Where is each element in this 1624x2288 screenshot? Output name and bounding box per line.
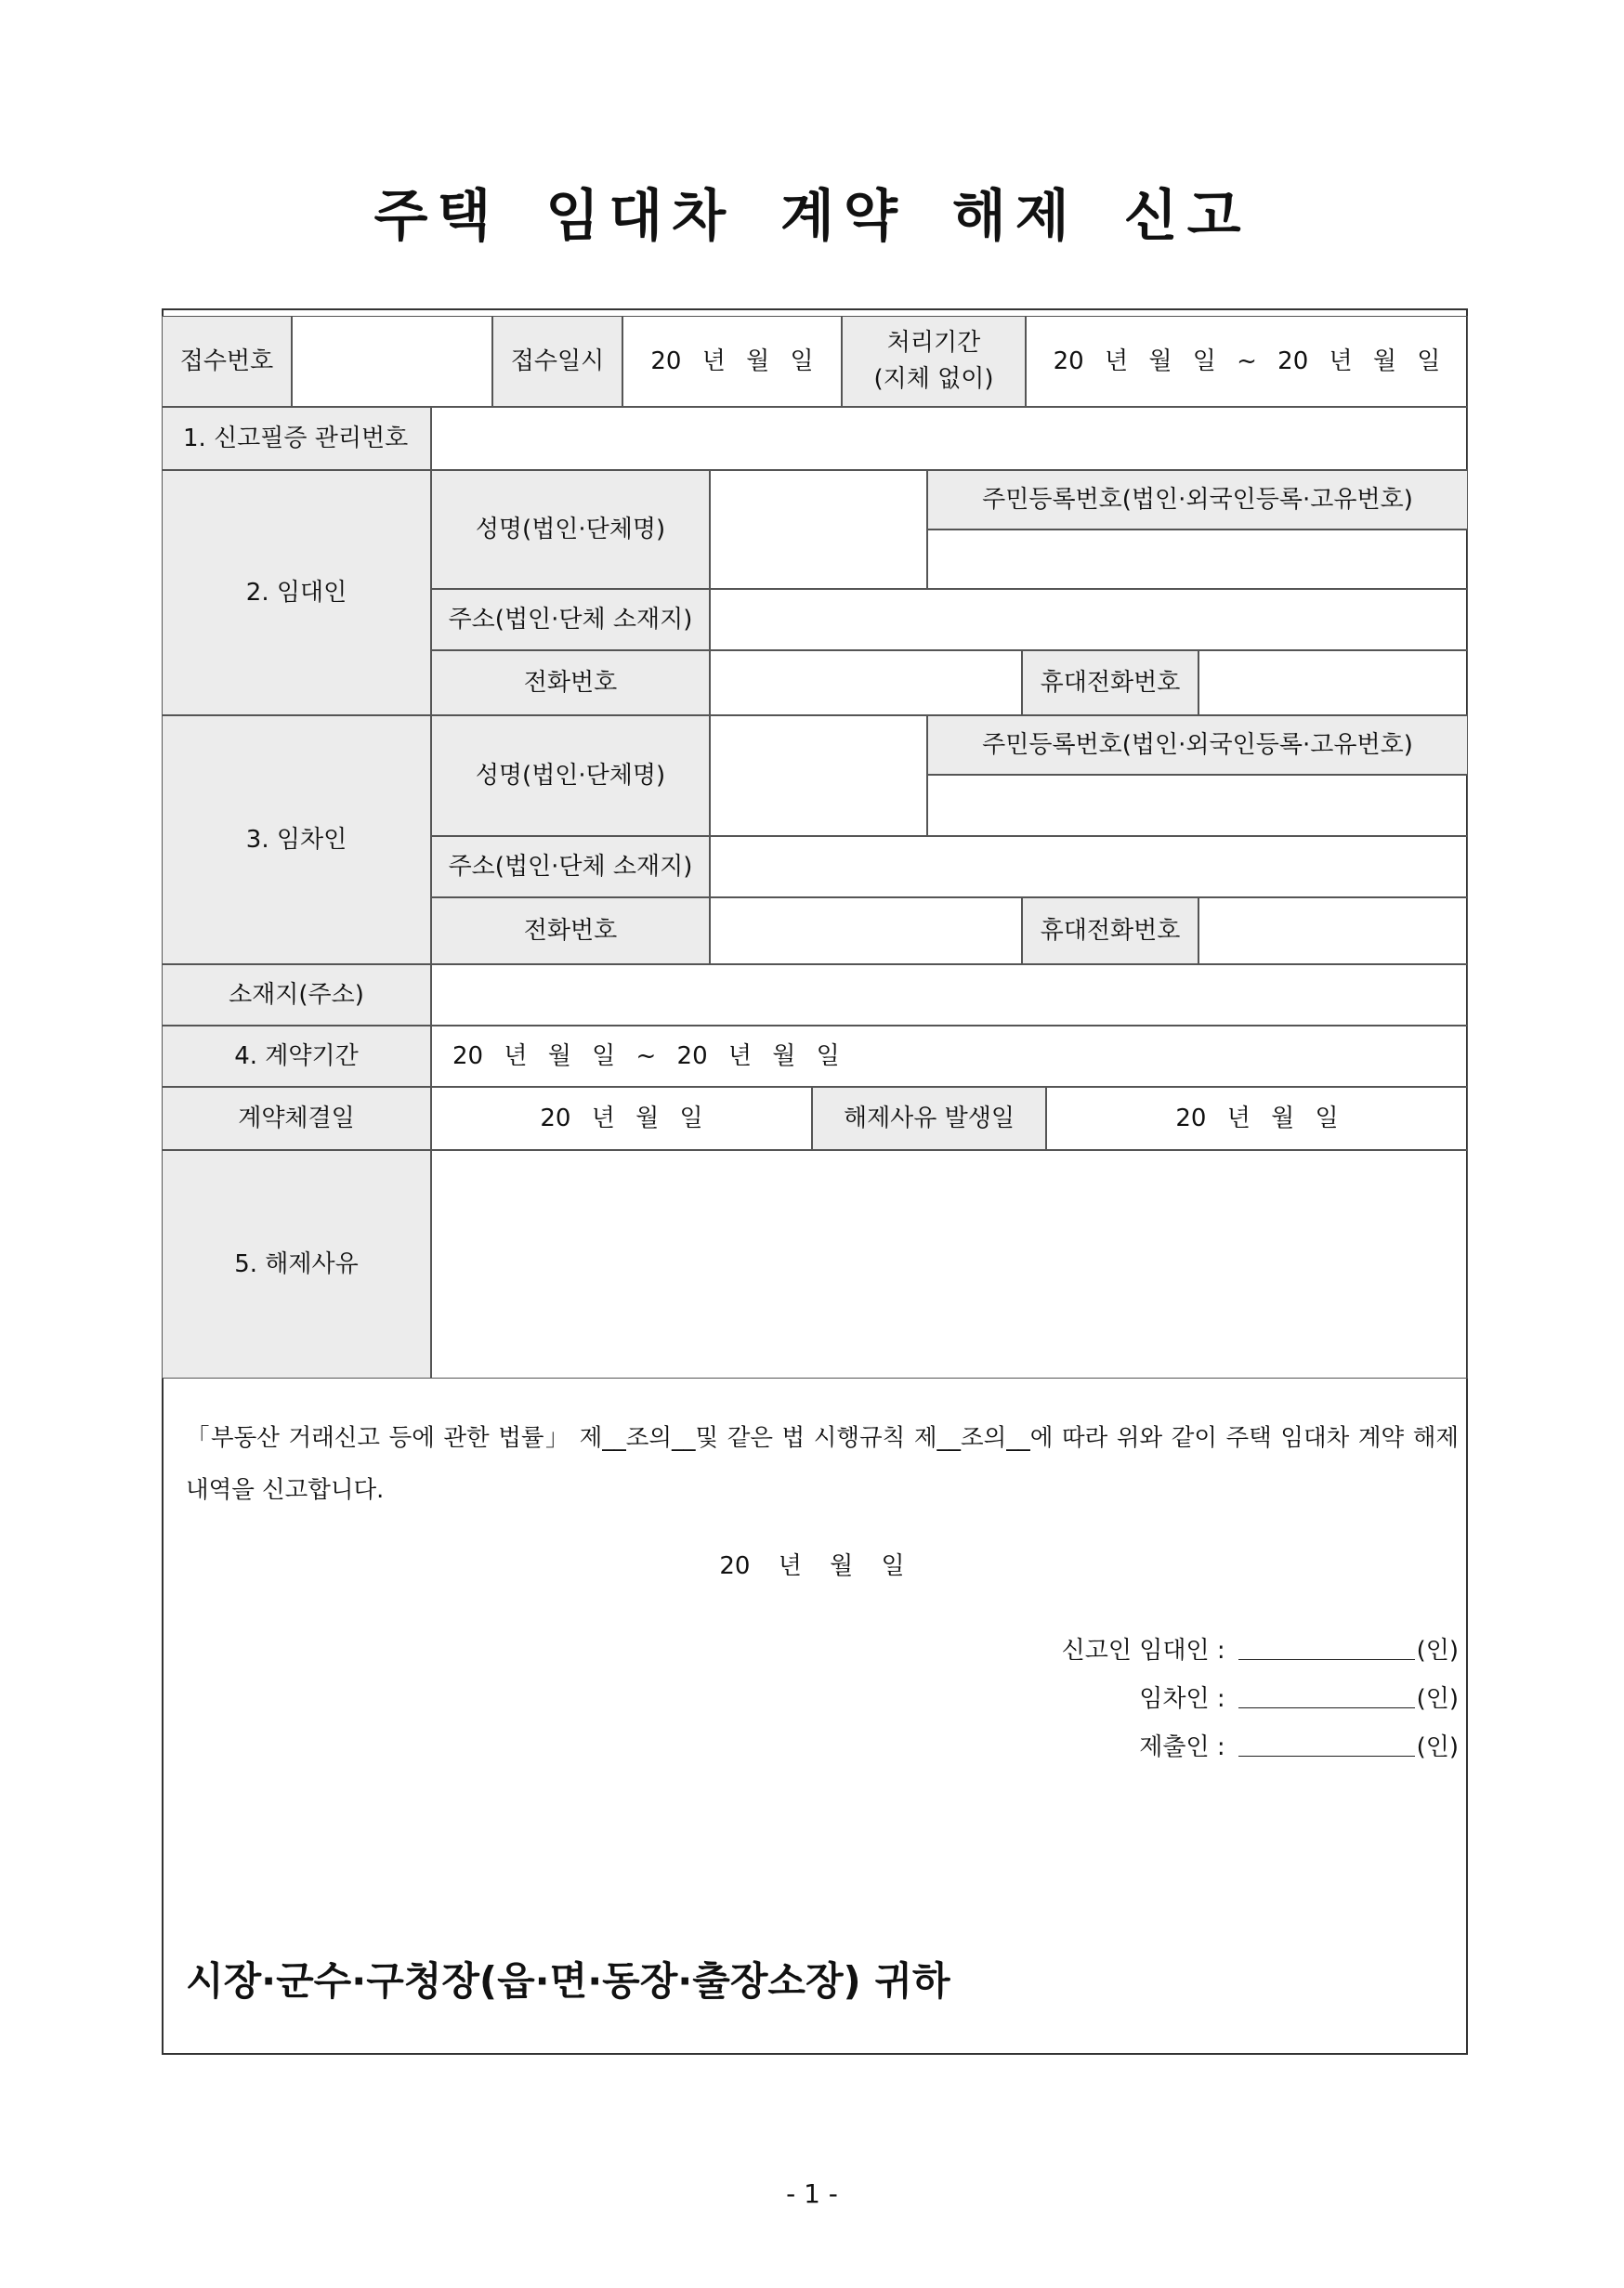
contract-date-field[interactable]: 20 년 월 일	[431, 1087, 812, 1150]
lessor-section-label: 2. 임대인	[162, 470, 431, 715]
lessor-id-field[interactable]	[927, 530, 1468, 589]
signature-submitter-line[interactable]	[1238, 1755, 1415, 1757]
addressee: 시장·군수·구청장(읍·면·동장·출장소장) 귀하	[186, 1958, 950, 2004]
lessor-mobile-label: 휴대전화번호	[1022, 650, 1198, 715]
lessee-id-label: 주민등록번호(법인·외국인등록·고유번호)	[927, 715, 1468, 775]
lessor-mobile-field[interactable]	[1198, 650, 1468, 715]
page-number: - 1 -	[786, 2178, 838, 2209]
page-title: 주택 임대차 계약 해제 신고	[373, 184, 1251, 249]
signature-lessee-label: 임차인 :	[1139, 1685, 1225, 1713]
reason-field[interactable]	[431, 1150, 1468, 1379]
processing-period-label-line2: (지체 없이)	[873, 365, 994, 393]
signature-lessor	[1062, 1631, 1459, 1666]
lessor-address-label: 주소(법인·단체 소재지)	[431, 589, 710, 650]
report-date: 20 년 월 일	[719, 1552, 905, 1580]
signature-lessee-line[interactable]	[1238, 1706, 1415, 1708]
lessee-id-field[interactable]	[927, 775, 1468, 836]
processing-period-value: 20 년 월 일 ~ 20 년 월 일	[1026, 316, 1468, 407]
signature-submitter-seal: (인)	[1416, 1733, 1459, 1761]
lessor-name-field[interactable]	[710, 470, 927, 589]
lessor-phone-field[interactable]	[710, 650, 1022, 715]
lessee-section-label: 3. 임차인	[162, 715, 431, 964]
certificate-no-label: 1. 신고필증 관리번호	[162, 407, 431, 470]
declaration-statement: 「부동산 거래신고 등에 관한 법률」 제__조의__및 같은 법 시행규칙 제__조의__에 따라 위와 같이 주택 임대차 계약 해제 내역을 신고합니다.	[186, 1424, 1459, 1504]
signature-lessor-seal: (인)	[1416, 1637, 1459, 1665]
signature-lessor-label: 신고인 임대인 :	[1061, 1637, 1225, 1665]
cancel-date-field[interactable]: 20 년 월 일	[1046, 1087, 1468, 1150]
signature-submitter	[1139, 1728, 1459, 1762]
lessor-address-field[interactable]	[710, 589, 1468, 650]
lessee-name-field[interactable]	[710, 715, 927, 836]
lessee-mobile-label: 휴대전화번호	[1022, 897, 1198, 964]
contract-date-label: 계약체결일	[162, 1087, 431, 1150]
lessee-address-field[interactable]	[710, 836, 1468, 897]
signature-lessee-seal: (인)	[1416, 1685, 1459, 1713]
processing-period-label	[842, 316, 1026, 407]
contract-period-label: 4. 계약기간	[162, 1026, 431, 1087]
lessee-name-label: 성명(법인·단체명)	[431, 715, 710, 836]
lessor-id-label: 주민등록번호(법인·외국인등록·고유번호)	[927, 470, 1468, 530]
receipt-date-label: 접수일시	[492, 316, 622, 407]
location-label: 소재지(주소)	[162, 964, 431, 1026]
lessee-phone-label: 전화번호	[431, 897, 710, 964]
lessee-mobile-field[interactable]	[1198, 897, 1468, 964]
signature-submitter-label: 제출인 :	[1139, 1733, 1225, 1761]
lessee-address-label: 주소(법인·단체 소재지)	[431, 836, 710, 897]
signature-lessee	[1139, 1680, 1459, 1714]
lessor-phone-label: 전화번호	[431, 650, 710, 715]
cancel-date-label: 해제사유 발생일	[812, 1087, 1046, 1150]
location-field[interactable]	[431, 964, 1468, 1026]
processing-period-label-line1: 처리기간	[886, 329, 981, 357]
signature-lessor-line[interactable]	[1238, 1658, 1415, 1660]
lessor-name-label: 성명(법인·단체명)	[431, 470, 710, 589]
contract-period-field[interactable]: 20 년 월 일 ~ 20 년 월 일	[431, 1026, 1468, 1087]
receipt-date-field[interactable]: 20 년 월 일	[622, 316, 842, 407]
receipt-no-label: 접수번호	[162, 316, 292, 407]
lessee-phone-field[interactable]	[710, 897, 1022, 964]
certificate-no-field[interactable]	[431, 407, 1468, 470]
receipt-no-field[interactable]	[292, 316, 492, 407]
reason-label: 5. 해제사유	[162, 1150, 431, 1379]
